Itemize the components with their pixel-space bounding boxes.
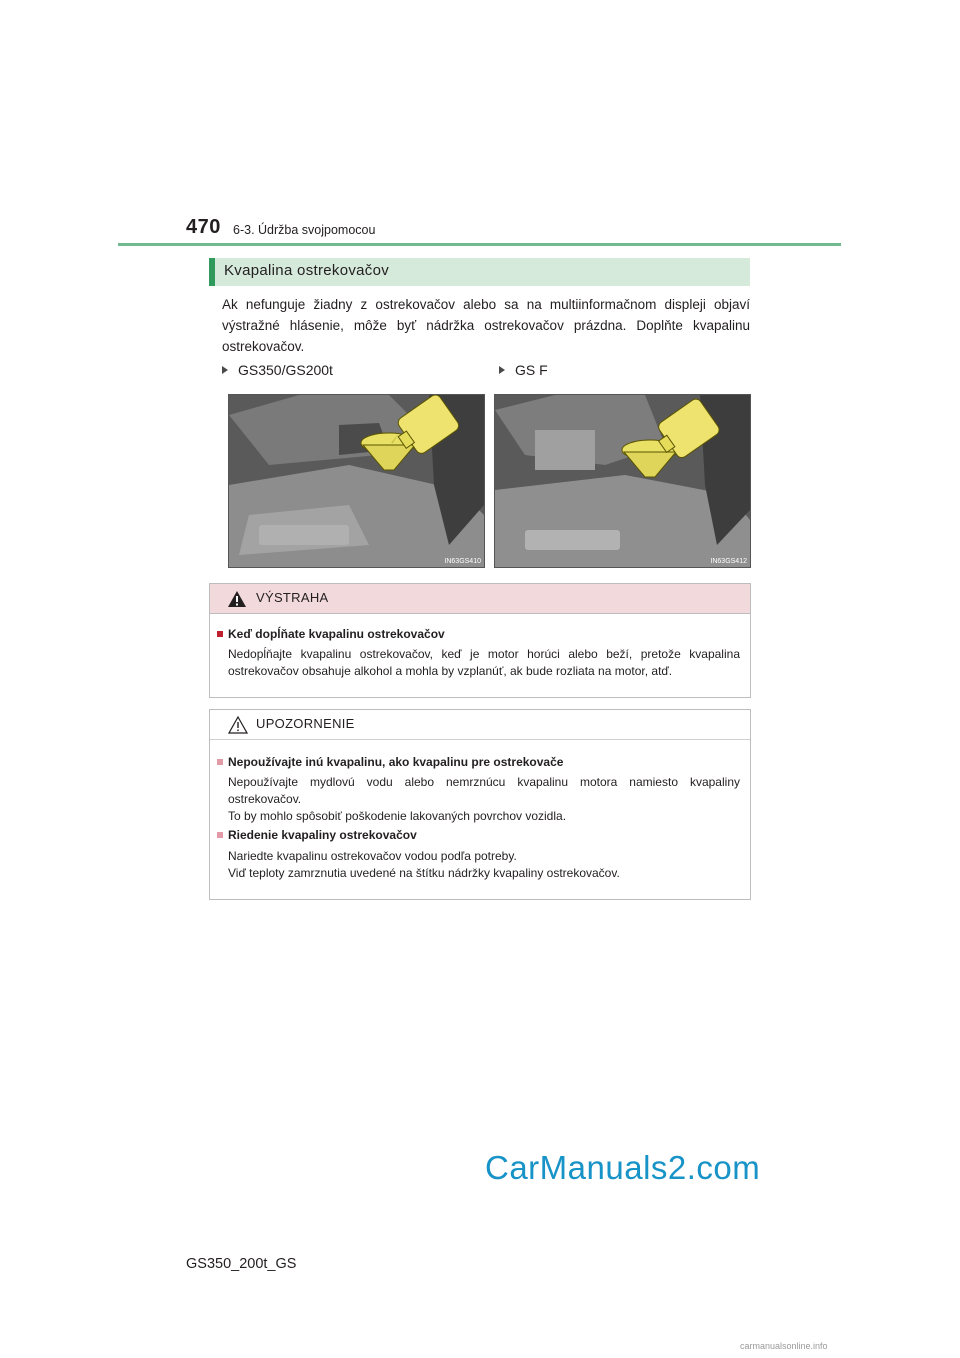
warning-triangle-icon	[228, 591, 246, 607]
engine-bay-photo-left	[228, 394, 485, 568]
triangle-bullet-icon	[499, 366, 505, 374]
notice-item-body-line: Nariedte kvapalinu ostrekovačov vodou podľa potreby.	[228, 849, 517, 863]
square-bullet-icon	[217, 832, 223, 838]
figure-label-text: GS F	[515, 362, 548, 378]
notice-header	[210, 710, 750, 740]
figure-label-left	[222, 362, 333, 378]
warning-title: VÝSTRAHA	[256, 590, 329, 605]
watermark-logo: CarManuals2.com	[485, 1149, 761, 1186]
notice-item-body	[228, 774, 740, 825]
header-rule	[118, 243, 841, 246]
warning-box	[209, 583, 751, 698]
figure-label-text: GS350/GS200t	[238, 362, 333, 378]
warning-item-title-text: Keď dopĺňate kvapalinu ostrekovačov	[228, 627, 445, 641]
notice-triangle-icon	[228, 716, 248, 734]
heading-accent	[209, 258, 215, 286]
section-title: 6-3. Údržba svojpomocou	[233, 223, 376, 237]
triangle-bullet-icon	[222, 366, 228, 374]
notice-item-title-text: Nepoužívajte inú kvapalinu, ako kvapalinu pre ostrekovače	[228, 755, 564, 769]
square-bullet-icon	[217, 759, 223, 765]
notice-title: UPOZORNENIE	[256, 716, 355, 731]
figure-label-right	[499, 362, 548, 378]
intro-paragraph: Ak nefunguje žiadny z ostrekovačov alebo sa na multiinformačnom displeji objaví výstražné hlásenie, môže byť nádržka ostrekovačov prázdna. Doplňte kvapalinu ostrekovačov.	[222, 297, 750, 354]
notice-box	[209, 709, 751, 900]
notice-item-body	[228, 848, 740, 882]
notice-item-body-line: To by mohlo spôsobiť poškodenie lakovaných povrchov vozidla.	[228, 809, 567, 823]
warning-header	[210, 584, 750, 614]
notice-item-title-text: Riedenie kvapaliny ostrekovačov	[228, 828, 417, 842]
notice-item-title	[217, 828, 417, 842]
section-heading-text: Kvapalina ostrekovačov	[224, 262, 390, 279]
engine-bay-illustration	[229, 395, 484, 567]
page-number: 470	[186, 216, 221, 238]
warning-item-title	[217, 627, 445, 641]
photo-code: IN63GS410	[444, 558, 481, 565]
warning-item-body: Nedopĺňajte kvapalinu ostrekovačov, keď je motor horúci alebo beží, pretože kvapalina ostrekovačov obsahuje alkohol a mohla by vzplanúť, ak bude rozliata na motor, atď.	[228, 647, 740, 678]
engine-bay-photo-right	[494, 394, 751, 568]
square-bullet-icon	[217, 631, 223, 637]
notice-item-body-line: Viď teploty zamrznutia uvedené na štítku nádržky kvapaliny ostrekovačov.	[228, 866, 620, 880]
notice-item-title	[217, 755, 563, 769]
watermark-small: carmanualsonline.info	[740, 1341, 828, 1351]
footer-model: GS350_200t_GS	[186, 1256, 297, 1272]
section-heading	[209, 258, 750, 286]
notice-item-body-line: Nepoužívajte mydlovú vodu alebo nemrznúcu kvapalinu motora namiesto kvapaliny ostrekovačov.	[228, 775, 740, 806]
photo-code: IN63GS412	[710, 558, 747, 565]
engine-bay-illustration	[495, 395, 750, 567]
